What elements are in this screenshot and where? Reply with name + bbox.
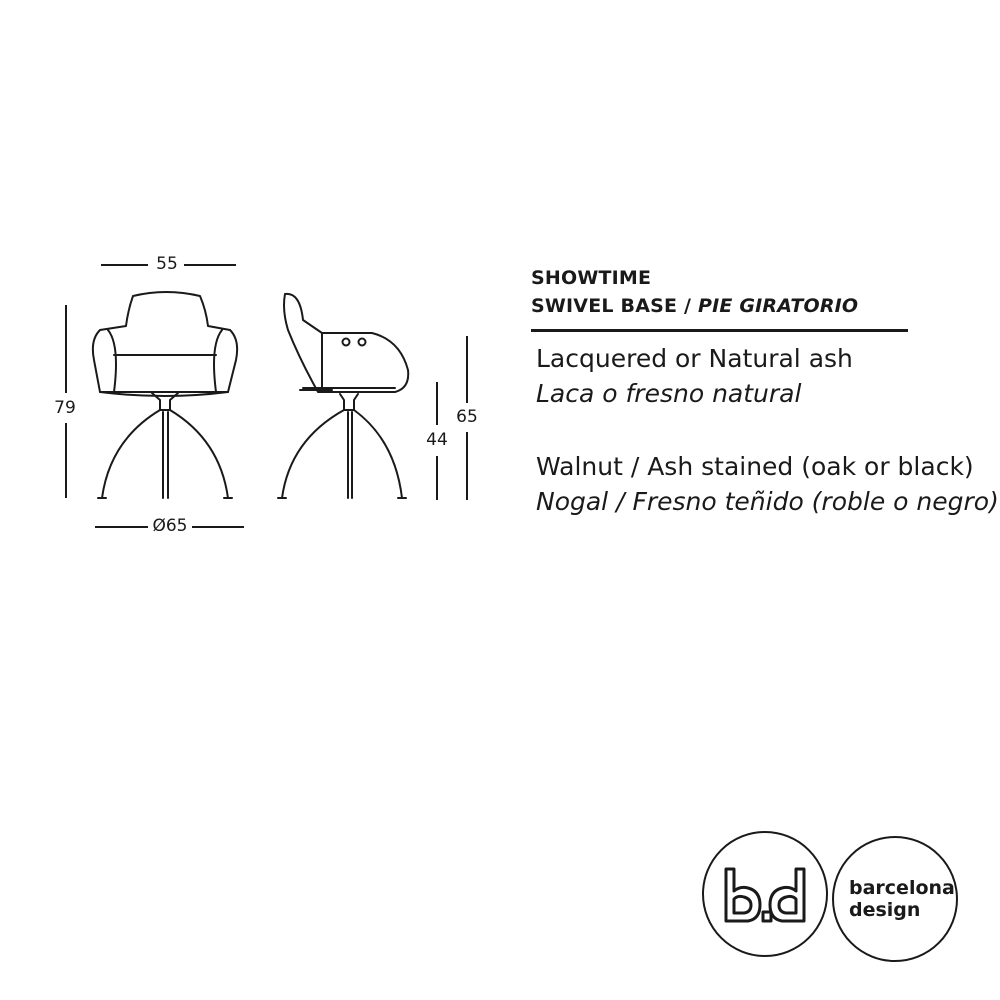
- brand-name-line1: barcelona: [849, 877, 955, 899]
- arm-height-label: 65: [456, 407, 478, 427]
- brand-name-line2: design: [849, 899, 921, 921]
- brand-mark-circle: [702, 831, 828, 957]
- product-name: SHOWTIME: [531, 267, 652, 289]
- finish-1-spanish: Laca o fresno natural: [536, 379, 802, 408]
- brand-mark-glyph: [704, 833, 826, 955]
- finish-1-english: Lacquered or Natural ash: [536, 344, 853, 373]
- height-dimension-label: 79: [54, 398, 76, 418]
- width-dimension-label: 55: [156, 254, 178, 274]
- product-variant: [531, 292, 858, 320]
- finish-2-spanish: Nogal / Fresno teñido (roble o negro): [536, 487, 999, 516]
- finish-2-english: Walnut / Ash stained (oak or black): [536, 452, 974, 481]
- variant-spanish: PIE GIRATORIO: [697, 295, 859, 317]
- variant-separator: /: [677, 295, 698, 317]
- seat-height-label: 44: [426, 430, 448, 450]
- brand-name-circle: [832, 836, 958, 962]
- variant-english: SWIVEL BASE: [531, 295, 678, 317]
- title-divider: [531, 329, 908, 332]
- base-diameter-label: Ø65: [152, 516, 188, 536]
